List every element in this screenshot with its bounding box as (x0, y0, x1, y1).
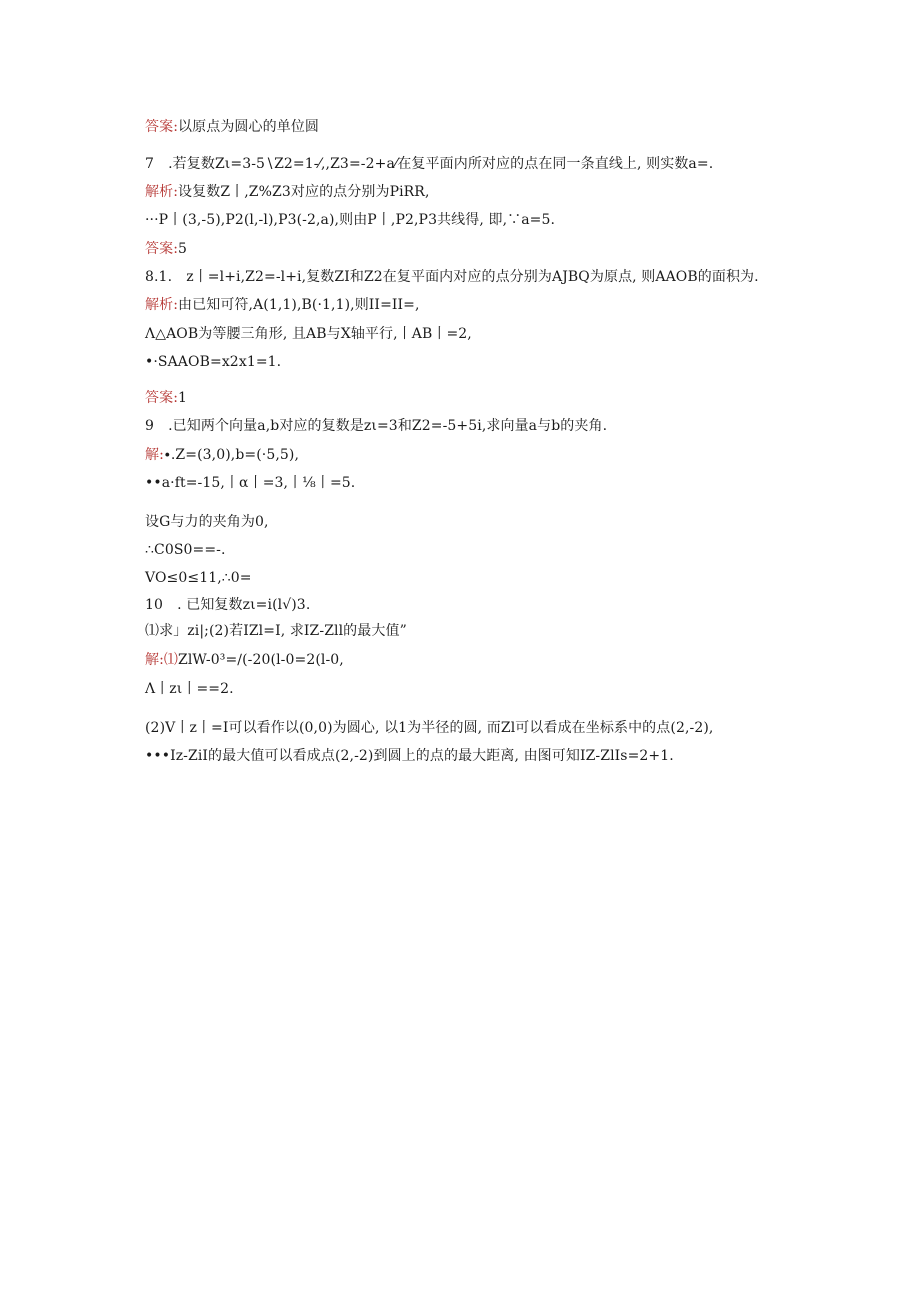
line-text: •·SAAOB=x2x1=1. (145, 354, 282, 370)
solution-9-line-3 (145, 513, 860, 531)
solution-9-line-5 (145, 569, 860, 587)
solution-9-line-4 (145, 541, 860, 559)
analysis-7-line-1 (145, 183, 860, 201)
solution-9-line-1 (145, 446, 860, 464)
line-text: 10 . 已知复数zι=i(l√)3. (145, 597, 311, 613)
line-text: ···P丨(3,-5),P2(l,-l),P3(-2,a),则由P丨,P2,P3共线得, 即,∵a=5. (145, 212, 556, 228)
answer-label: 答案: (145, 390, 179, 406)
answer-label: 答案: (145, 119, 179, 135)
analysis-7-line-2 (145, 211, 860, 229)
line-text: 设G与力的夹角为0, (145, 514, 269, 530)
question-7 (145, 155, 860, 173)
solution-10-line-1 (145, 651, 860, 669)
line-text: Λ丨zι丨==2. (145, 681, 234, 697)
line-text: ∙.Z=(3,0),b=(·5,5), (163, 447, 300, 463)
analysis-label: 解析: (145, 184, 179, 200)
solution-10-line-4 (145, 747, 860, 765)
question-8 (145, 268, 860, 286)
answer-line-6 (145, 118, 860, 136)
line-text: •••Iz-ZiI的最大值可以看成点(2,-2)到圆上的点的最大距离, 由图可知IZ-ZlIs=2+1. (145, 748, 674, 764)
line-text: ⑴求」zi|;(2)若IZl=I, 求IZ-Zll的最大值” (145, 623, 407, 639)
analysis-label: 解析: (145, 297, 179, 313)
line-text: ZlW-0³=∕(-20(l-0=2(l-0, (178, 652, 344, 668)
answer-line-7 (145, 240, 860, 258)
answer-label: 答案: (145, 241, 179, 257)
line-text: 5 (178, 241, 188, 257)
solution-10-line-3 (145, 719, 860, 737)
line-text: 8.1. z丨=l+i,Z2=-l+i,复数ZI和Z2在复平面内对应的点分别为AJBQ为原点, 则AAOB的面积为. (145, 269, 759, 285)
line-text: VO≤0≤11,∴0= (145, 570, 252, 586)
line-text: 设复数Z丨,Z%Z3对应的点分别为PiRR, (178, 184, 430, 200)
question-10 (145, 596, 860, 614)
solution-label: 解: (145, 447, 164, 463)
line-text: Λ△AOB为等腰三角形, 且AB与X轴平行,丨AB丨=2, (145, 326, 472, 342)
analysis-8-line-2 (145, 325, 860, 343)
answer-line-8 (145, 389, 860, 407)
line-text: 7 .若复数Zι=3-5∖Z2=1-⁄,,Z3=-2+a⁄在复平面内所对应的点在同一条直线上, 则实数a=. (145, 156, 714, 172)
question-10-parts (145, 622, 860, 640)
line-text: 9 .已知两个向量a,b对应的复数是zι=3和Z2=-5+5i,求向量a与b的夹角. (145, 418, 608, 434)
analysis-8-line-1 (145, 296, 860, 314)
analysis-8-line-3 (145, 353, 860, 371)
line-text: ••a·ft=-15,丨α丨=3,丨⅛丨=5. (145, 475, 356, 491)
solution-label: 解:⑴ (145, 652, 179, 668)
solution-10-line-2 (145, 680, 860, 698)
solution-9-line-2 (145, 474, 860, 492)
line-text: 以原点为圆心的单位圆 (178, 119, 320, 135)
line-text: (2)V丨z丨=I可以看作以(0,0)为圆心, 以1为半径的圆, 而Zl可以看成在坐标系中的点(2,-2), (145, 720, 714, 736)
question-9 (145, 417, 860, 435)
line-text: 1 (178, 390, 188, 406)
line-text: ∴C0S0==-. (145, 542, 226, 558)
line-text: 由已知可符,A(1,1),B(·1,1),则II=II=, (178, 297, 420, 313)
